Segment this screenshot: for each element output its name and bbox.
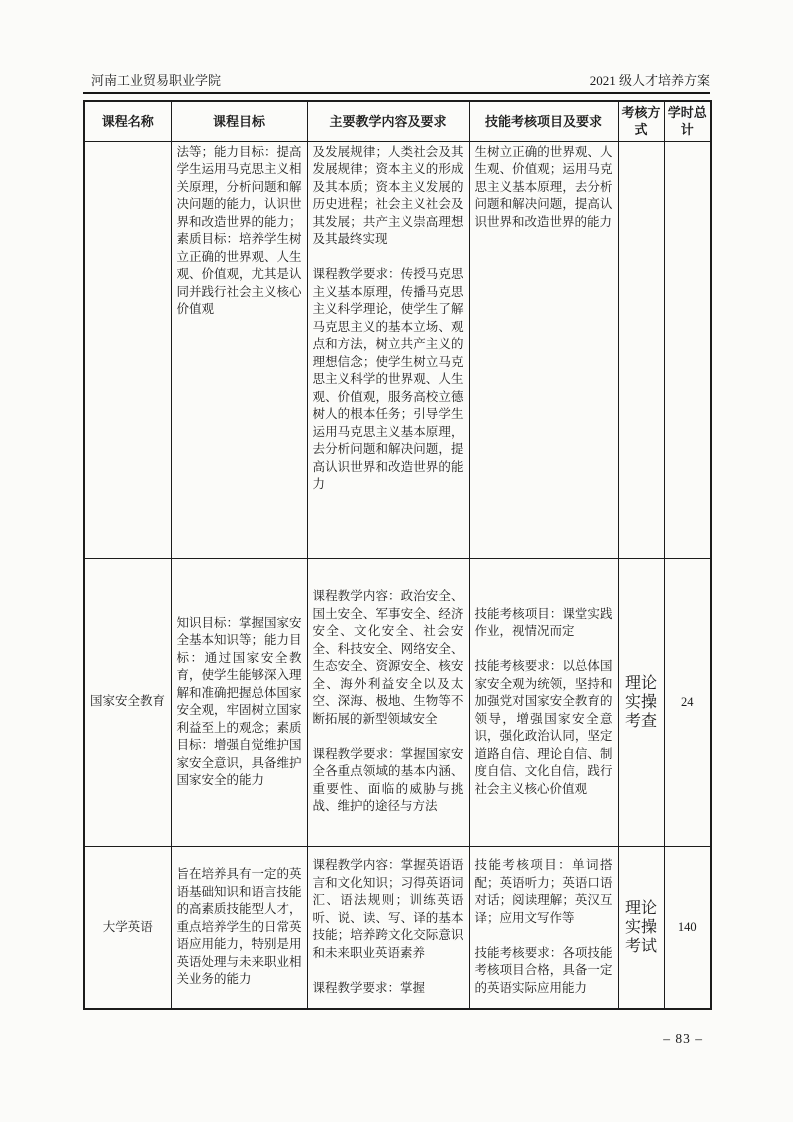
header-school-name: 河南工业贸易职业学院 <box>91 73 222 88</box>
total-hours-cell: 140 <box>664 846 711 1009</box>
skill-assessment-cell: 技能考核项目：单词搭配；英语听力；英语口语对话；阅读理解；英汉互译；应用文写作等 技能考核要求：各项技能考核项目合格，具备一定的英语实际应用能力 <box>469 846 618 1009</box>
course-objectives-cell: 法等；能力目标：提高学生运用马克思主义相关原理，分析问题和解决问题的能力，认识世界和改造世界的能力；素质目标：培养学生树立正确的世界观、人生观、价值观，尤其是认同并践行社会主义核心价值观 <box>171 141 307 558</box>
col-header-skill-assessment: 技能考核项目及要求 <box>469 101 618 141</box>
table-row <box>84 846 711 1009</box>
col-header-course-name: 课程名称 <box>84 101 171 141</box>
course-name-cell: 国家安全教育 <box>84 558 171 846</box>
col-header-course-objectives: 课程目标 <box>171 101 307 141</box>
table-row <box>84 141 711 558</box>
assessment-method-cell: 理论实操考试 <box>618 846 664 1009</box>
course-objectives-cell: 知识目标：掌握国家安全基本知识等；能力目标：通过国家安全教育，使学生能够深入理解和准确把握总体国家安全观，牢固树立国家利益至上的观念；素质目标：增强自觉维护国家安全意识，具备维护国家安全的能力 <box>171 558 307 846</box>
total-hours-cell <box>664 141 711 558</box>
course-name-cell <box>84 141 171 558</box>
teaching-content-cell: 课程教学内容：掌握英语语言和文化知识；习得英语词汇、语法规则；训练英语听、说、读、写、译的基本技能；培养跨文化交际意识和未来职业英语素养 课程教学要求：掌握 <box>307 846 469 1009</box>
course-name-cell: 大学英语 <box>84 846 171 1009</box>
assessment-method-cell: 理论实操考查 <box>618 558 664 846</box>
skill-assessment-cell: 生树立正确的世界观、人生观、价值观；运用马克思主义基本原理，去分析问题和解决问题，提高认识世界和改造世界的能力 <box>469 141 618 558</box>
header-plan-title: 2021 级人才培养方案 <box>589 73 710 88</box>
header-rule <box>83 92 710 94</box>
skill-assessment-cell: 技能考核项目：课堂实践作业，视情况而定 技能考核要求：以总体国家安全观为统领，坚持和加强党对国家安全教育的领导，增强国家安全意识，强化政治认同，坚定道路自信、理论自信、制度自信、文化自信，践行社会主义核心价值观 <box>469 558 618 846</box>
col-header-assessment-method: 考核方式 <box>618 101 664 141</box>
curriculum-table <box>83 100 712 1010</box>
col-header-total-hours: 学时总计 <box>664 101 711 141</box>
table-header-row <box>84 101 711 141</box>
page-number: – 83 – <box>663 1031 703 1046</box>
course-objectives-cell: 旨在培养具有一定的英语基础知识和语言技能的高素质技能型人才，重点培养学生的日常英语应用能力，特别是用英语处理与未来职业相关业务的能力 <box>171 846 307 1009</box>
teaching-content-cell: 及发展规律；人类社会及其发展规律；资本主义的形成及其本质；资本主义发展的历史进程；社会主义社会及其发展；共产主义崇高理想及其最终实现 课程教学要求：传授马克思主义基本原理，传播马克思主义科学理论，使学生了解马克思主义的基本立场、观点和方法，树立共产主义的理想信念；使学生树立马克思主义科学的世界观、人生观、价值观，服务高校立德树人的根本任务；引导学生运用马克思主义基本原理，去分析问题和解决问题，提高认识世界和改造世界的能力 <box>307 141 469 558</box>
table-row <box>84 558 711 846</box>
page-header <box>83 73 710 89</box>
teaching-content-cell: 课程教学内容：政治安全、国土安全、军事安全、经济安全、文化安全、社会安全、科技安全、网络安全、生态安全、资源安全、核安全、海外利益安全以及太空、深海、极地、生物等不断拓展的新型领域安全 课程教学要求：掌握国家安全各重点领域的基本内涵、重要性、面临的威胁与挑战、维护的途径与方法 <box>307 558 469 846</box>
assessment-method-cell <box>618 141 664 558</box>
total-hours-cell: 24 <box>664 558 711 846</box>
col-header-teaching-content: 主要教学内容及要求 <box>307 101 469 141</box>
